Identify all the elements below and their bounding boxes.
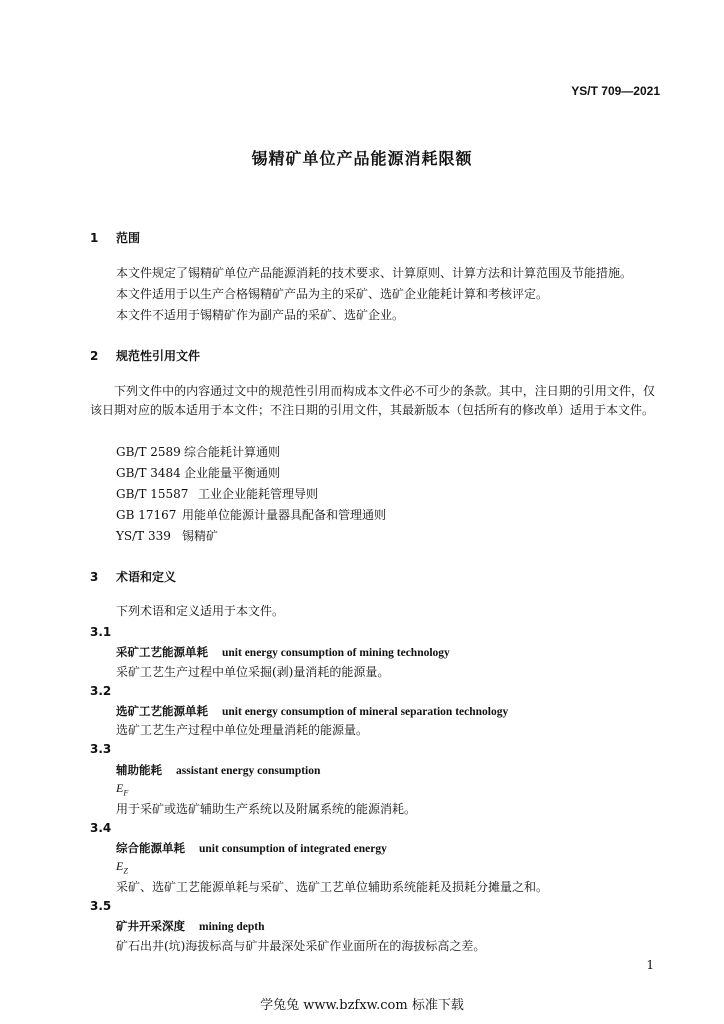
paragraph: 下列文件中的内容通过文中的规范性引用而构成本文件必不可少的条款。其中，注日期的引用文件，仅该日期对应的版本适用于本文件；不注日期的引用文件，其最新版本（包括所有的修改单）适用于本文件。 xyxy=(90,384,655,417)
reference-title: 锡精矿 xyxy=(182,529,219,543)
term-name xyxy=(116,762,320,778)
section-number: 1 xyxy=(90,231,99,245)
term-number: 3.1 xyxy=(90,625,112,639)
term-definition: 选矿工艺生产过程中单位处理量消耗的能源量。 xyxy=(116,723,369,737)
term-definition: 采矿、选矿工艺能源单耗与采矿、选矿工艺单位辅助系统能耗及损耗分摊量之和。 xyxy=(116,880,549,894)
reference-title: 企业能量平衡通则 xyxy=(184,466,281,480)
footer-watermark: 学兔兔 www.bzfxw.com 标准下载 xyxy=(260,998,464,1013)
reference-code: GB/T 2589 xyxy=(116,445,181,459)
section-title: 规范性引用文件 xyxy=(116,349,201,363)
term-name xyxy=(116,703,508,719)
term-name-en: assistant energy consumption xyxy=(176,765,321,777)
reference-title: 用能单位能源计量器具配备和管理通则 xyxy=(182,508,387,522)
term-symbol: $E_Z$ xyxy=(116,859,128,876)
term-name-zh: 矿井开采深度 xyxy=(116,919,185,933)
term-name-zh: 采矿工艺能源单耗 xyxy=(116,645,208,659)
section-number: 2 xyxy=(90,349,99,363)
reference-item xyxy=(116,527,218,546)
term-number: 3.2 xyxy=(90,684,112,698)
reference-code: GB/T 3484 xyxy=(116,466,181,480)
term-name-zh: 综合能源单耗 xyxy=(116,841,185,855)
page-number: 1 xyxy=(646,958,654,972)
term-name-en: unit consumption of integrated energy xyxy=(199,843,387,855)
section-2-heading xyxy=(90,347,200,364)
term-name xyxy=(116,918,265,934)
reference-code: YS/T 339 xyxy=(116,529,171,543)
term-number: 3.5 xyxy=(90,899,112,913)
reference-item xyxy=(116,485,318,504)
term-name-en: mining depth xyxy=(199,921,265,933)
section-1-heading xyxy=(90,229,140,246)
paragraph: 下列术语和定义适用于本文件。 xyxy=(116,604,285,618)
reference-item xyxy=(116,464,280,483)
reference-item xyxy=(116,506,386,525)
paragraph: 本文件规定了锡精矿单位产品能源消耗的技术要求、计算原则、计算方法和计算范围及节能措施。 xyxy=(116,266,633,280)
term-symbol: $E_F$ xyxy=(116,781,129,798)
term-number: 3.4 xyxy=(90,821,112,835)
term-definition: 采矿工艺生产过程中单位采掘(剥)量消耗的能源量。 xyxy=(116,665,390,679)
section-title: 范围 xyxy=(116,231,141,245)
paragraph: 本文件不适用于锡精矿作为副产品的采矿、选矿企业。 xyxy=(116,308,405,322)
term-name-en: unit energy consumption of mineral separation technology xyxy=(222,706,509,718)
term-name xyxy=(116,840,387,856)
reference-item xyxy=(116,443,280,462)
reference-code: GB/T 15587 xyxy=(116,487,189,501)
term-name-zh: 选矿工艺能源单耗 xyxy=(116,704,208,718)
term-name xyxy=(116,644,450,660)
reference-title: 综合能耗计算通则 xyxy=(184,445,281,459)
page-title: 锡精矿单位产品能源消耗限额 xyxy=(251,149,473,168)
term-definition: 用于采矿或选矿辅助生产系统以及附属系统的能源消耗。 xyxy=(116,802,417,816)
section-title: 术语和定义 xyxy=(116,570,177,584)
paragraph: 本文件适用于以生产合格锡精矿产品为主的采矿、选矿企业能耗计算和考核评定。 xyxy=(116,287,549,301)
term-definition: 矿石出井(坑)海拔标高与矿井最深处采矿作业面所在的海拔标高之差。 xyxy=(116,939,486,953)
term-name-en: unit energy consumption of mining technology xyxy=(222,647,450,659)
term-number: 3.3 xyxy=(90,742,112,756)
section-3-heading xyxy=(90,568,176,585)
term-name-zh: 辅助能耗 xyxy=(116,763,162,777)
document-number: YS/T 709—2021 xyxy=(571,84,660,98)
section-number: 3 xyxy=(90,570,99,584)
reference-title: 工业企业能耗管理导则 xyxy=(198,487,319,501)
reference-code: GB 17167 xyxy=(116,508,177,522)
